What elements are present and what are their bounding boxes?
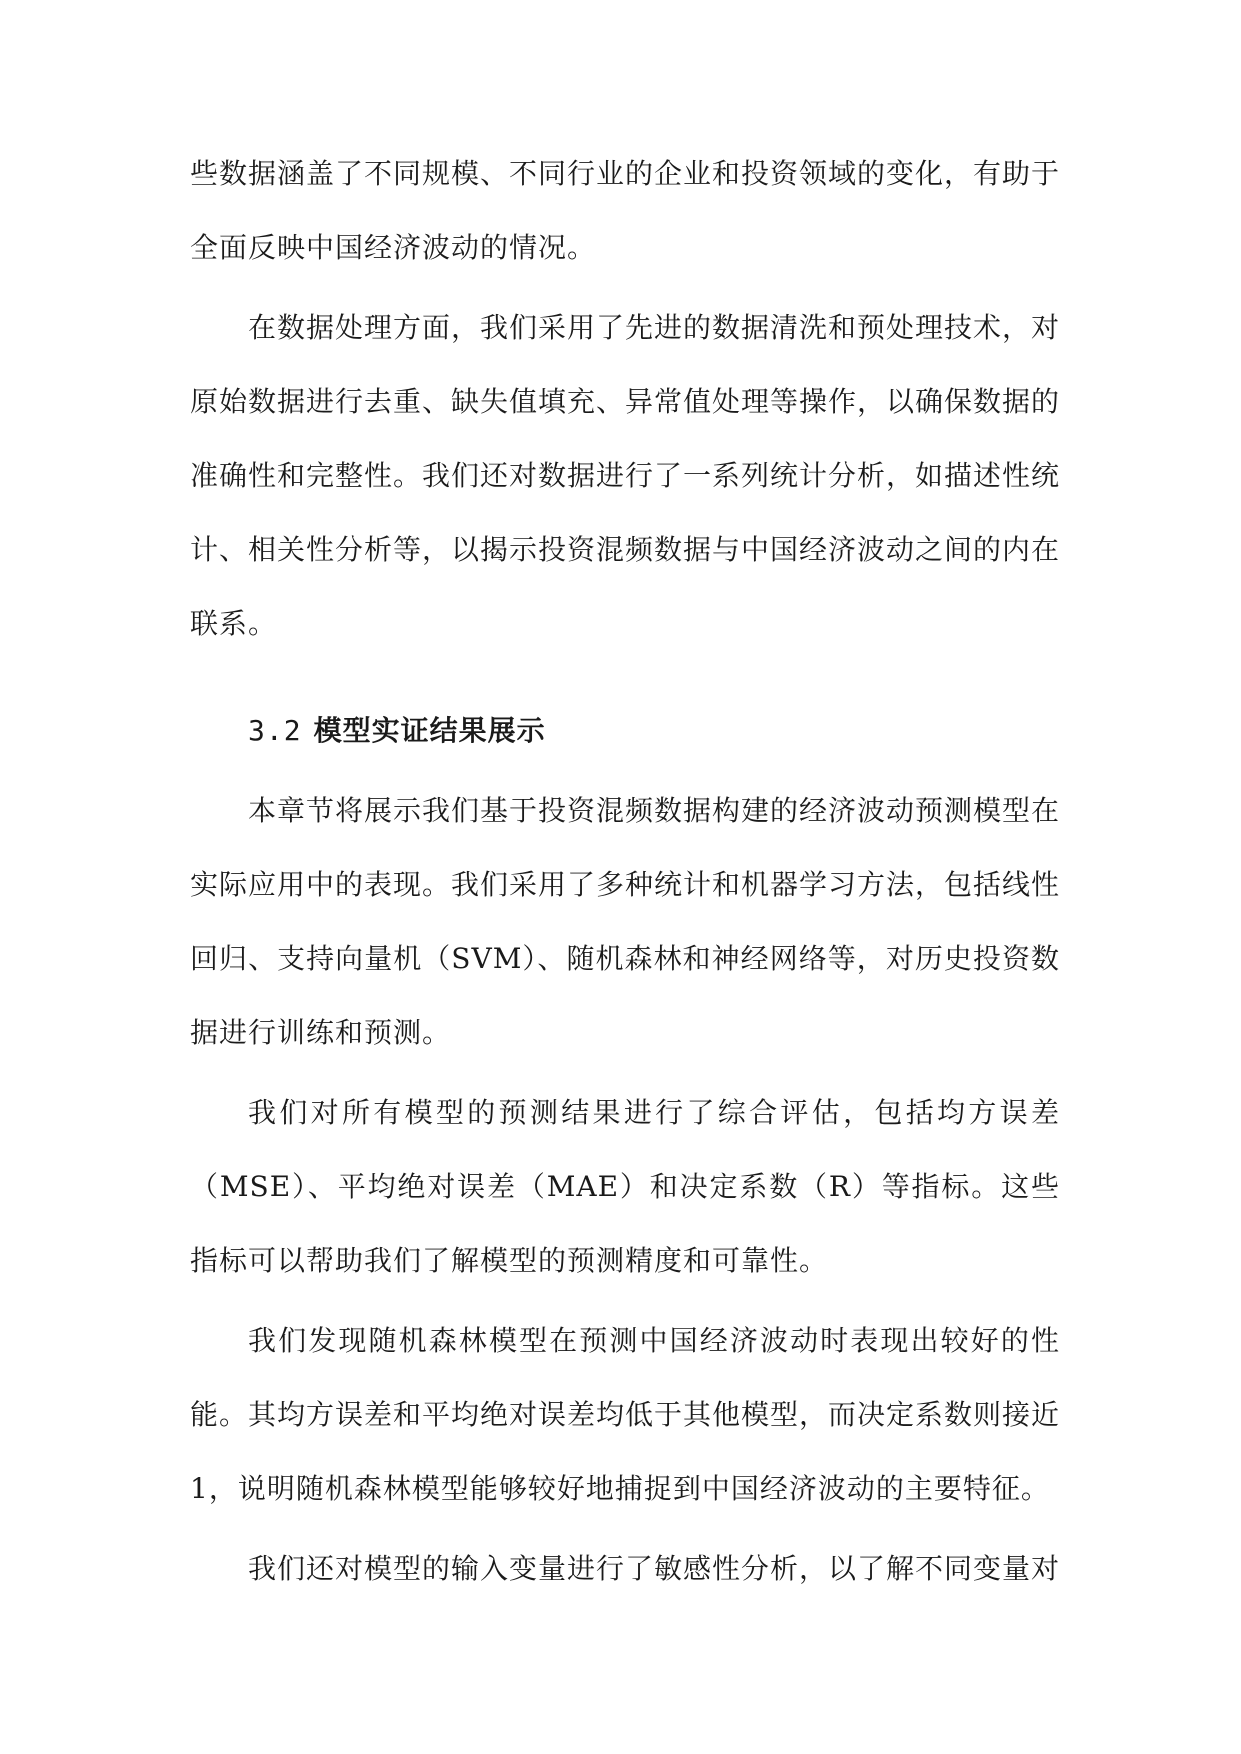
paragraph-evaluation-metrics: 我们对所有模型的预测结果进行了综合评估，包括均方误差（MSE）、平均绝对误差（MAE）和决定系数（R）等指标。这些指标可以帮助我们了解模型的预测精度和可靠性。 <box>190 1096 1060 1277</box>
document-body <box>190 137 1060 1612</box>
paragraph-data-processing: 在数据处理方面，我们采用了先进的数据清洗和预处理技术，对原始数据进行去重、缺失值填充、异常值处理等操作，以确保数据的准确性和完整性。我们还对数据进行了一系列统计分析，如描述性统计、相关性分析等，以揭示投资混频数据与中国经济波动之间的内在联系。 <box>190 311 1061 640</box>
paragraph-model-overview: 本章节将展示我们基于投资混频数据构建的经济波动预测模型在实际应用中的表现。我们采用了多种统计和机器学习方法，包括线性回归、支持向量机（SVM）、随机森林和神经网络等，对历史投资数据进行训练和预测。 <box>190 794 1061 1049</box>
section-title: 模型实证结果展示 <box>313 714 546 747</box>
section-number: 3.2 <box>248 714 302 747</box>
paragraph-random-forest-result: 我们发现随机森林模型在预测中国经济波动时表现出较好的性能。其均方误差和平均绝对误差均低于其他模型，而决定系数则接近1，说明随机森林模型能够较好地捕捉到中国经济波动的主要特征。 <box>190 1324 1061 1505</box>
paragraph-sensitivity-analysis: 我们还对模型的输入变量进行了敏感性分析，以了解不同变量对 <box>248 1552 1061 1585</box>
paragraph-continuation: 些数据涵盖了不同规模、不同行业的企业和投资领域的变化，有助于全面反映中国经济波动的情况。 <box>190 157 1061 264</box>
section-heading <box>190 694 1060 768</box>
